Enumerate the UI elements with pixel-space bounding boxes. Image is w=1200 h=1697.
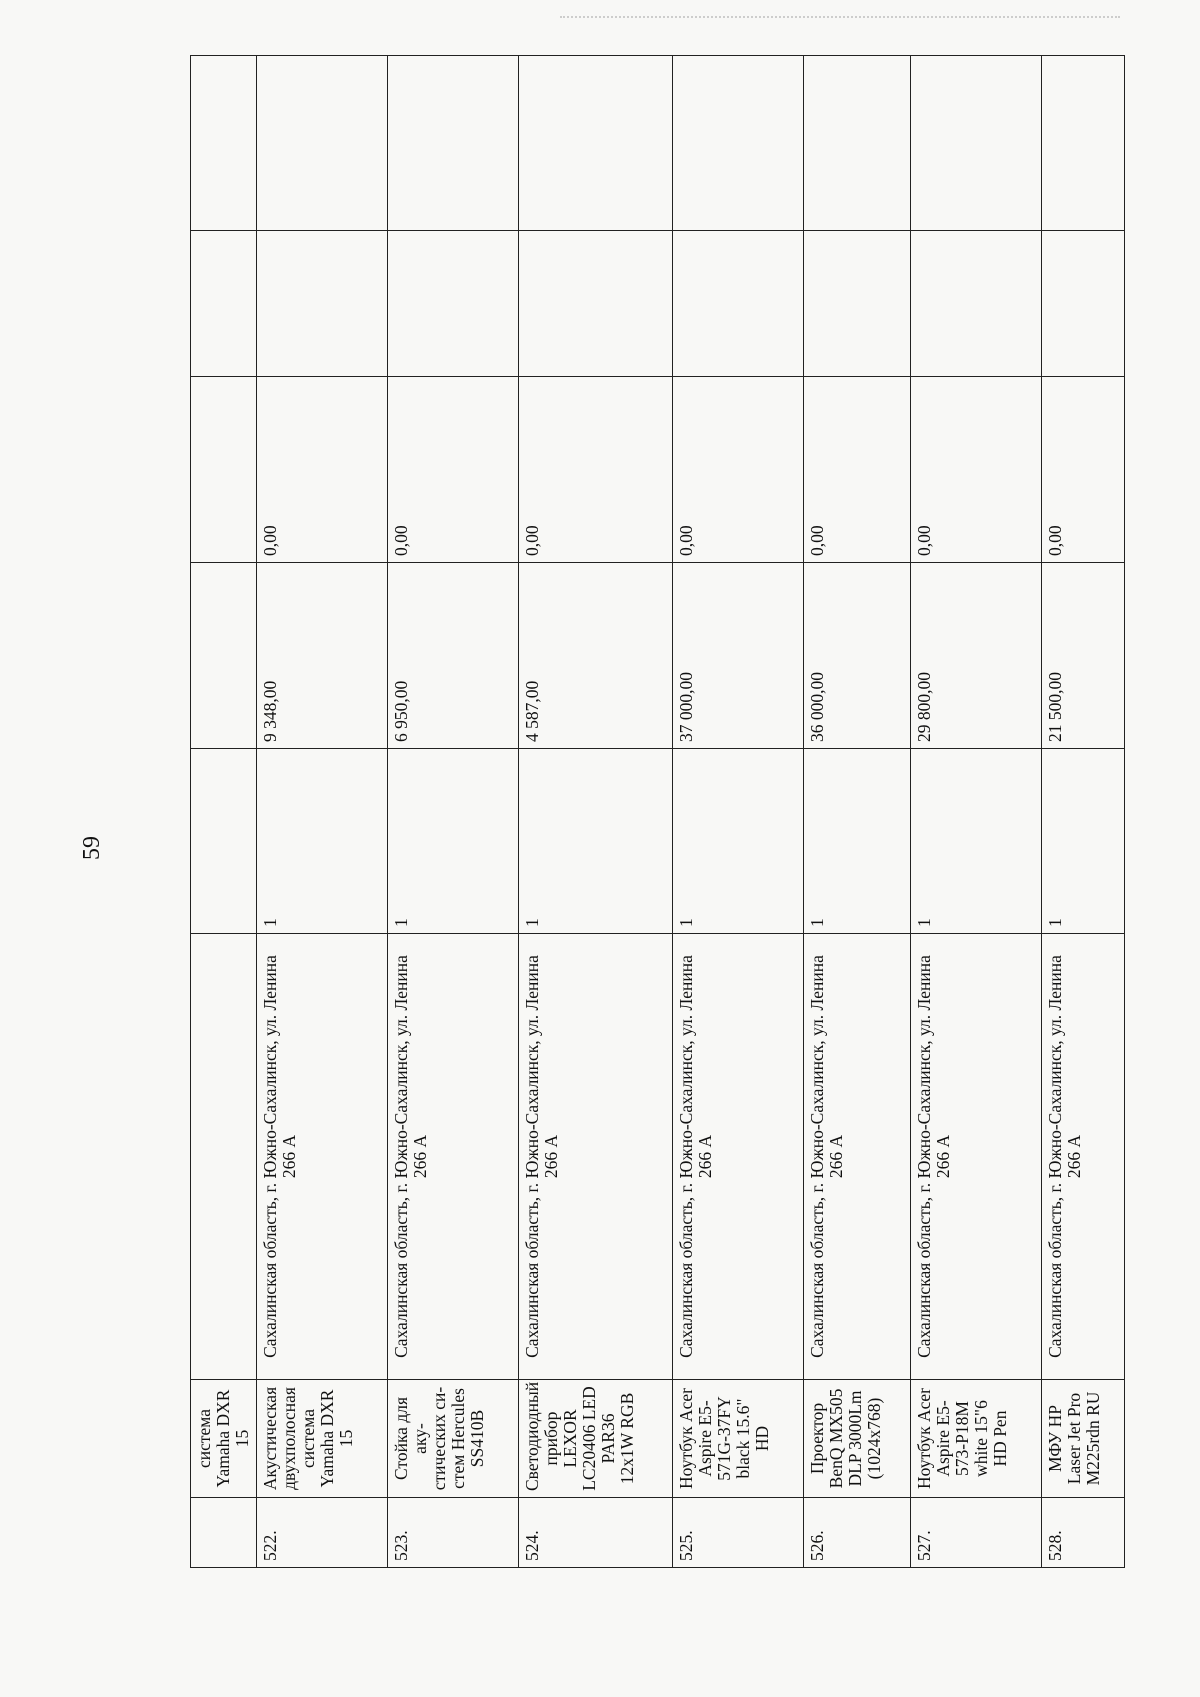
cell-empty (257, 56, 388, 231)
cell-item-name: Стойка для аку-стических си-стем Hercules SS410B (387, 1380, 518, 1498)
cell-cost: 37 000,00 (673, 563, 804, 749)
cell-amount: 0,00 (804, 377, 911, 563)
cell-cost: 9 348,00 (257, 563, 388, 749)
cell-number: 523. (387, 1498, 518, 1568)
cell-empty (804, 231, 911, 377)
cell-empty (387, 56, 518, 231)
cell-item-name: Ноутбук Acer Aspire E5-571G-37FY black 15.6" HD (673, 1380, 804, 1498)
cell-number: 522. (257, 1498, 388, 1568)
cell-quantity (191, 749, 257, 934)
cell-address (191, 934, 257, 1380)
cell-address: Сахалинская область, г. Южно-Сахалинск, ул. Ленина 266 А (911, 934, 1042, 1380)
cell-item-name: Акустическая двухполосная система Yamaha DXR 15 (257, 1380, 388, 1498)
cell-address: Сахалинская область, г. Южно-Сахалинск, ул. Ленина 266 А (518, 934, 673, 1380)
cell-empty (673, 56, 804, 231)
cell-cost: 36 000,00 (804, 563, 911, 749)
cell-quantity: 1 (673, 749, 804, 934)
cell-empty (518, 231, 673, 377)
table-row (673, 56, 804, 1568)
table-row (1041, 56, 1124, 1568)
cell-empty (191, 231, 257, 377)
cell-quantity: 1 (1041, 749, 1124, 934)
cell-item-name: МФУ HP Laser Jet Pro M225rdn RU (1041, 1380, 1124, 1498)
inventory-table (190, 55, 1125, 1568)
table-row (804, 56, 911, 1568)
cell-quantity: 1 (387, 749, 518, 934)
cell-amount: 0,00 (387, 377, 518, 563)
cell-address: Сахалинская область, г. Южно-Сахалинск, ул. Ленина 266 А (804, 934, 911, 1380)
cell-cost: 29 800,00 (911, 563, 1042, 749)
cell-item-name: Проектор BenQ MX505 DLP 3000Lm (1024x768) (804, 1380, 911, 1498)
cell-empty (257, 231, 388, 377)
cell-cost: 6 950,00 (387, 563, 518, 749)
cell-amount: 0,00 (518, 377, 673, 563)
cell-empty (1041, 56, 1124, 231)
cell-empty (911, 231, 1042, 377)
table-row (257, 56, 388, 1568)
cell-number: 528. (1041, 1498, 1124, 1568)
inventory-table-rotated (190, 56, 1125, 1568)
cell-item-name: Ноутбук Acer Aspire E5-573-P18M white 15"6 HD Pen (911, 1380, 1042, 1498)
cell-address: Сахалинская область, г. Южно-Сахалинск, ул. Ленина 266 А (387, 934, 518, 1380)
page-number: 59 (79, 836, 105, 860)
cell-empty (387, 231, 518, 377)
cell-address: Сахалинская область, г. Южно-Сахалинск, ул. Ленина 266 А (673, 934, 804, 1380)
cell-number (191, 1498, 257, 1568)
table-row (911, 56, 1042, 1568)
cell-number: 525. (673, 1498, 804, 1568)
cell-cost: 21 500,00 (1041, 563, 1124, 749)
cell-quantity: 1 (804, 749, 911, 934)
table-row (191, 56, 257, 1568)
cell-number: 524. (518, 1498, 673, 1568)
table-row (387, 56, 518, 1568)
cell-empty (1041, 231, 1124, 377)
cell-item-name: Светодиодный прибор LEXOR LC20406 LED PAR36 12x1W RGB (518, 1380, 673, 1498)
cell-quantity: 1 (518, 749, 673, 934)
cell-address: Сахалинская область, г. Южно-Сахалинск, ул. Ленина 266 А (257, 934, 388, 1380)
cell-number: 527. (911, 1498, 1042, 1568)
cell-empty (673, 231, 804, 377)
cell-empty (804, 56, 911, 231)
cell-cost: 4 587,00 (518, 563, 673, 749)
cell-amount (191, 377, 257, 563)
cell-amount: 0,00 (673, 377, 804, 563)
cell-item-name: система Yamaha DXR 15 (191, 1380, 257, 1498)
cell-empty (191, 56, 257, 231)
cell-cost (191, 563, 257, 749)
cell-quantity: 1 (911, 749, 1042, 934)
cell-empty (518, 56, 673, 231)
cell-address: Сахалинская область, г. Южно-Сахалинск, ул. Ленина 266 А (1041, 934, 1124, 1380)
cell-amount: 0,00 (911, 377, 1042, 563)
cell-quantity: 1 (257, 749, 388, 934)
cell-number: 526. (804, 1498, 911, 1568)
cell-empty (911, 56, 1042, 231)
cell-amount: 0,00 (257, 377, 388, 563)
scan-artifact (560, 16, 1120, 21)
table-row (518, 56, 673, 1568)
cell-amount: 0,00 (1041, 377, 1124, 563)
